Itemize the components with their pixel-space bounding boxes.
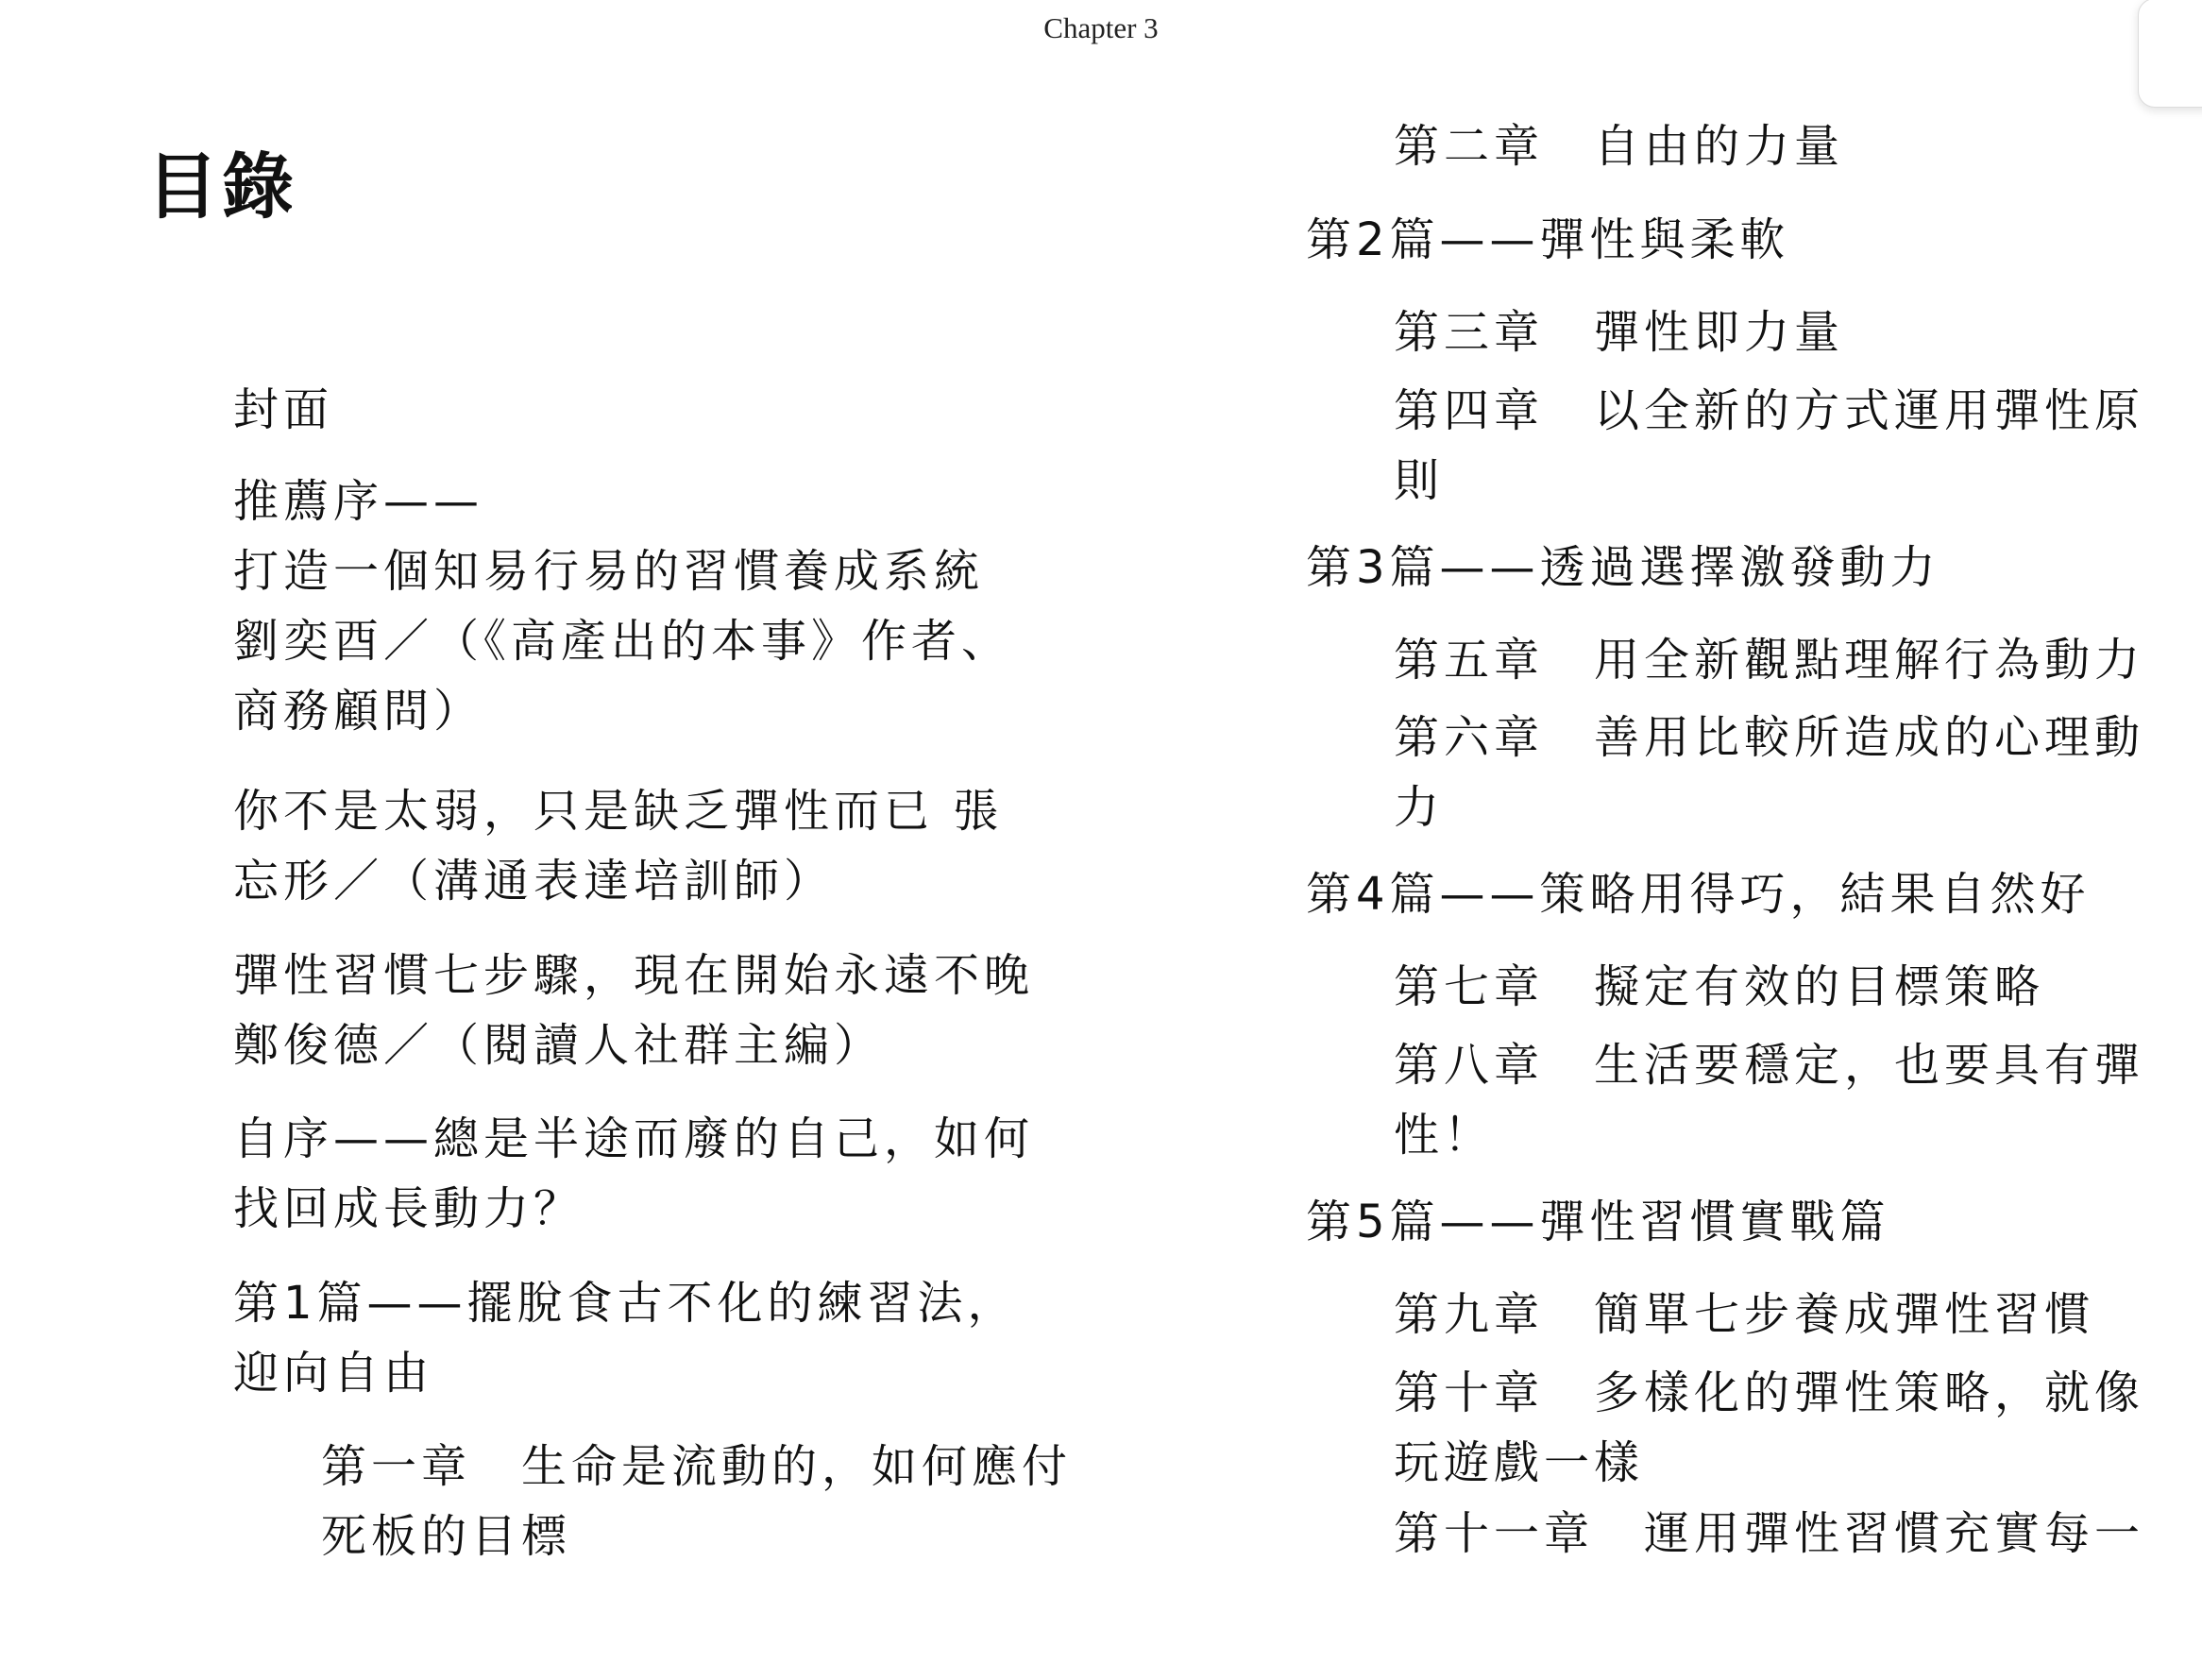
running-head: Chapter 3 xyxy=(1043,11,1159,44)
toc-entry-chapter-11[interactable] xyxy=(1394,1499,2144,1569)
toc-entry-line: 第3篇——透過選擇激發動力 xyxy=(1306,541,1940,594)
toc-entry-line: 第六章 善用比較所造成的心理動 xyxy=(1394,711,2145,764)
toc-entry-line: 死板的目標 xyxy=(321,1510,572,1563)
toc-entry-line: 商務顧問） xyxy=(233,685,484,738)
toc-entry-part-1[interactable] xyxy=(233,1268,1018,1408)
toc-entry-chapter-5[interactable] xyxy=(1394,625,2144,695)
toc-entry-chapter-7[interactable] xyxy=(1394,952,2044,1022)
toc-entry-line: 第五章 用全新觀點理解行為動力 xyxy=(1394,634,2145,687)
toc-entry-preface[interactable] xyxy=(233,1104,1034,1244)
toc-entry-line: 第十一章 運用彈性習慣充實每一 xyxy=(1394,1507,2145,1560)
toc-entry-line: 忘形／（溝通表達培訓師） xyxy=(233,855,835,908)
toc-entry-line: 彈性習慣七步驟，現在開始永遠不晚 xyxy=(233,949,1035,1002)
toc-entry-cover[interactable] xyxy=(233,375,333,445)
toc-entry-line: 第4篇——策略用得巧，結果自然好 xyxy=(1306,868,2091,921)
toc-entry-chapter-9[interactable] xyxy=(1394,1280,2094,1349)
toc-entry-part-5[interactable] xyxy=(1306,1187,1890,1257)
toc-entry-chapter-10[interactable] xyxy=(1394,1358,2144,1498)
toc-entry-chapter-1[interactable] xyxy=(321,1432,1072,1571)
toc-entry-line: 力 xyxy=(1394,781,1445,834)
toc-entry-line: 玩遊戲一樣 xyxy=(1394,1436,1645,1489)
toc-entry-line: 第七章 擬定有效的目標策略 xyxy=(1394,960,2045,1013)
toc-entry-chapter-2[interactable] xyxy=(1394,111,1844,181)
toc-entry-foreword-1[interactable] xyxy=(233,467,1011,746)
toc-title: 目錄 xyxy=(146,144,297,229)
toc-entry-line: 第2篇——彈性與柔軟 xyxy=(1306,213,1790,266)
toc-entry-foreword-2[interactable] xyxy=(233,776,1003,916)
toc-entry-line: 性！ xyxy=(1394,1109,1495,1162)
toc-entry-line: 第二章 自由的力量 xyxy=(1394,120,1845,173)
toc-entry-line: 推薦序—— xyxy=(233,475,484,528)
toc-entry-foreword-3[interactable] xyxy=(233,941,1034,1080)
toc-entry-line: 則 xyxy=(1394,454,1445,507)
toc-entry-line: 鄭俊德／（閱讀人社群主編） xyxy=(233,1019,885,1072)
toc-entry-line: 第一章 生命是流動的，如何應付 xyxy=(321,1440,1073,1493)
toc-entry-line: 第四章 以全新的方式運用彈性原 xyxy=(1394,384,2145,437)
toc-entry-line: 第九章 簡單七步養成彈性習慣 xyxy=(1394,1288,2095,1341)
toc-entry-line: 迎向自由 xyxy=(233,1347,434,1400)
toc-entry-chapter-4[interactable] xyxy=(1394,376,2144,516)
toc-entry-line: 你不是太弱，只是缺乏彈性而已 張 xyxy=(233,785,1004,838)
toc-entry-line: 第1篇——擺脫食古不化的練習法， xyxy=(233,1277,1018,1330)
corner-menu-tab[interactable] xyxy=(2138,0,2202,108)
toc-entry-chapter-6[interactable] xyxy=(1394,703,2144,842)
toc-entry-chapter-8[interactable] xyxy=(1394,1030,2144,1170)
toc-entry-line: 第十章 多樣化的彈性策略，就像 xyxy=(1394,1366,2145,1419)
toc-entry-line: 劉奕酉／（《高產出的本事》作者、 xyxy=(233,615,1012,668)
toc-entry-part-3[interactable] xyxy=(1306,533,1940,602)
toc-entry-line: 第八章 生活要穩定，也要具有彈 xyxy=(1394,1039,2145,1092)
toc-entry-line: 第5篇——彈性習慣實戰篇 xyxy=(1306,1196,1890,1248)
toc-entry-part-4[interactable] xyxy=(1306,859,2091,929)
toc-entry-line: 第三章 彈性即力量 xyxy=(1394,306,1845,359)
toc-entry-part-2[interactable] xyxy=(1306,205,1790,275)
toc-entry-line: 封面 xyxy=(233,383,334,436)
toc-entry-line: 自序——總是半途而廢的自己，如何 xyxy=(233,1112,1035,1165)
toc-entry-line: 打造一個知易行易的習慣養成系統 xyxy=(233,545,985,598)
toc-entry-line: 找回成長動力？ xyxy=(233,1182,584,1235)
toc-entry-chapter-3[interactable] xyxy=(1394,297,1844,367)
